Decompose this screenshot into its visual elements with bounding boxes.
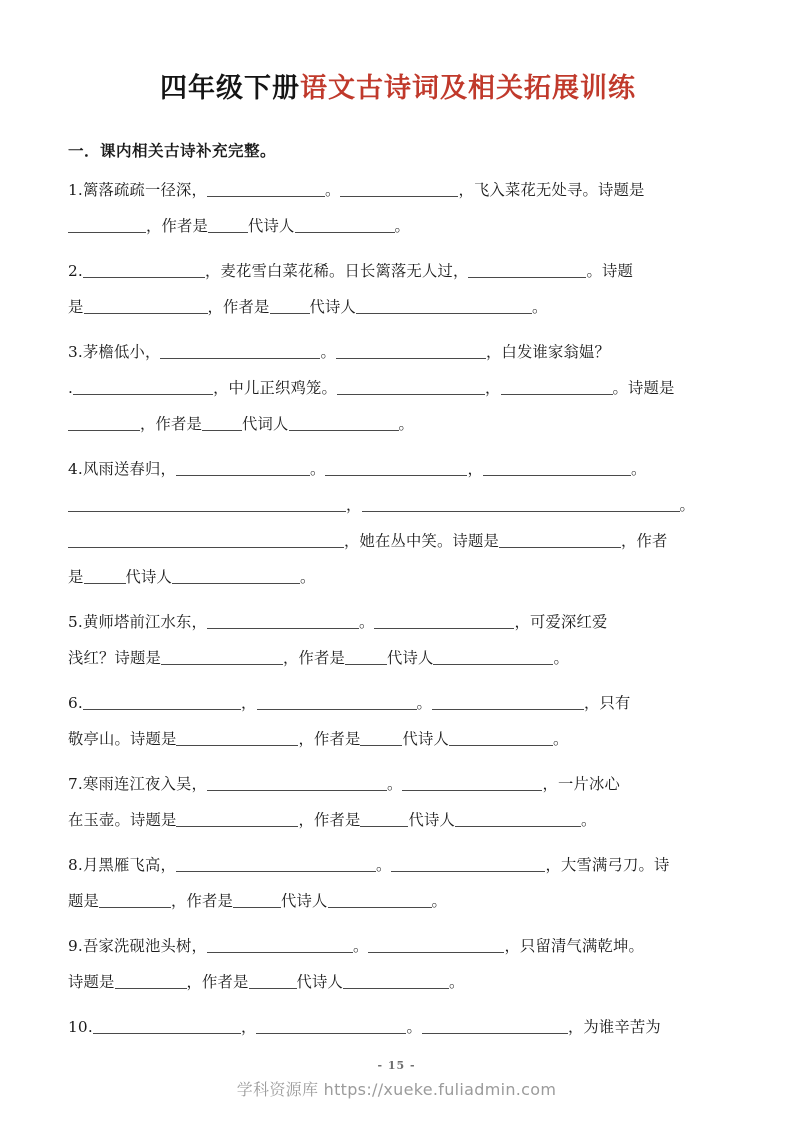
answer-blank[interactable]: [499, 533, 621, 548]
answer-blank[interactable]: [340, 182, 458, 197]
answer-blank[interactable]: [328, 893, 432, 908]
question-line: [68, 334, 728, 370]
question-text: .: [68, 378, 74, 397]
question-text: ，: [467, 459, 483, 478]
question-line: [68, 640, 728, 676]
answer-blank[interactable]: [73, 380, 213, 395]
answer-blank[interactable]: [449, 731, 553, 746]
answer-blank[interactable]: [270, 299, 310, 314]
question-text: 代诗人: [309, 297, 356, 316]
question-text: ，: [140, 414, 156, 433]
question-line: [68, 721, 728, 757]
answer-blank[interactable]: [362, 497, 680, 512]
question-text: 在玉壶。诗题是: [68, 810, 177, 829]
answer-blank[interactable]: [68, 533, 344, 548]
question-text: 。: [386, 774, 403, 793]
answer-blank[interactable]: [336, 344, 486, 359]
question-text: 9.吾家洗砚池头树，: [68, 936, 207, 955]
answer-blank[interactable]: [176, 731, 298, 746]
question-text: 代诗人: [386, 648, 434, 667]
answer-blank[interactable]: [256, 1019, 406, 1034]
page-number: - 15 -: [377, 1059, 416, 1072]
question-line: [68, 685, 728, 721]
question-text: 作者是: [223, 297, 270, 316]
answer-blank[interactable]: [93, 1019, 241, 1034]
question-line: [68, 523, 728, 559]
page-title-black-part: 四年级下册: [160, 73, 300, 104]
answer-blank[interactable]: [161, 650, 283, 665]
question-text: ，作者是: [282, 648, 345, 667]
question-text: 代诗人: [408, 810, 455, 829]
question-text: 代词人: [242, 414, 289, 433]
page-content: [68, 0, 728, 1045]
answer-blank[interactable]: [360, 731, 402, 746]
question-text: ，她在丛中笑。诗题是: [344, 531, 499, 550]
question-text: 。: [300, 567, 316, 586]
answer-blank[interactable]: [83, 695, 241, 710]
question-line: [68, 253, 728, 289]
question-text: 。: [406, 1017, 422, 1036]
answer-blank[interactable]: [115, 974, 187, 989]
question-text: 2.: [68, 261, 83, 280]
question-line: [68, 559, 728, 595]
answer-blank[interactable]: [468, 263, 586, 278]
question-text: 作者是: [155, 414, 202, 433]
answer-blank[interactable]: [207, 938, 353, 953]
answer-blank[interactable]: [172, 569, 300, 584]
question-line: [68, 604, 728, 640]
answer-blank[interactable]: [455, 812, 581, 827]
answer-blank[interactable]: [433, 650, 553, 665]
question-text: ，: [241, 693, 257, 712]
question-text: 。: [449, 972, 465, 991]
answer-blank[interactable]: [68, 497, 346, 512]
question-line: [68, 802, 728, 838]
answer-blank[interactable]: [207, 776, 387, 791]
answer-blank[interactable]: [483, 461, 631, 476]
answer-blank[interactable]: [289, 416, 399, 431]
question-text: 7.寒雨连江夜入吴，: [68, 774, 207, 793]
answer-blank[interactable]: [343, 974, 449, 989]
question-text: 。: [553, 648, 569, 667]
answer-blank[interactable]: [422, 1019, 568, 1034]
page-title: [68, 0, 728, 106]
page-title-red-part: 语文古诗词及相关拓展训练: [300, 73, 636, 104]
answer-blank[interactable]: [360, 812, 408, 827]
question-text: ，: [346, 495, 362, 514]
answer-blank[interactable]: [374, 614, 514, 629]
question-list: [68, 172, 728, 1045]
question-line: [68, 964, 728, 1000]
question-text: ，中儿正织鸡笼。: [213, 378, 338, 397]
question-text: 。: [431, 891, 447, 910]
question-text: 8.月黑雁飞高，: [68, 855, 176, 874]
section-heading: 一．课内相关古诗补充完整。: [68, 140, 277, 160]
question-line: [68, 451, 728, 487]
question-text: 代诗人: [248, 216, 295, 235]
question-text: ，只有: [584, 693, 631, 712]
question-text: 代诗人: [296, 972, 343, 991]
question-line: [68, 208, 728, 244]
question-text: 。: [320, 342, 336, 361]
answer-blank[interactable]: [202, 416, 242, 431]
question-text: 是: [68, 297, 84, 316]
answer-blank[interactable]: [402, 776, 542, 791]
question-text: ，: [240, 1017, 257, 1036]
question-line: [68, 487, 728, 523]
answer-blank[interactable]: [176, 461, 310, 476]
question-text: 。诗题: [586, 261, 633, 280]
question-text: 代诗人: [281, 891, 328, 910]
question-text: 。: [416, 693, 432, 712]
question-text: ，大雪满弓刀。诗: [545, 855, 670, 874]
question-line: [68, 766, 728, 802]
answer-blank[interactable]: [295, 218, 395, 233]
question-text: 。: [358, 612, 375, 631]
answer-blank[interactable]: [356, 299, 532, 314]
question-text: 。: [532, 297, 548, 316]
answer-blank[interactable]: [432, 695, 584, 710]
question-text: 代诗人: [125, 567, 172, 586]
question-text: 5.黄师塔前江水东，: [68, 612, 207, 631]
answer-blank[interactable]: [208, 218, 248, 233]
question-text: 浅红？诗题是: [68, 648, 161, 667]
question-line: [68, 847, 728, 883]
question-line: [68, 406, 728, 442]
question-text: 。: [309, 459, 326, 478]
question-text: ，: [207, 297, 223, 316]
question-text: 题是: [68, 891, 99, 910]
answer-blank[interactable]: [368, 938, 504, 953]
answer-blank[interactable]: [391, 857, 545, 872]
question-text: 1.篱落疏疏一径深，: [68, 180, 207, 199]
question-text: 作者是: [161, 216, 208, 235]
question-text: 。: [630, 459, 647, 478]
answer-blank[interactable]: [207, 614, 359, 629]
question-text: 。: [679, 495, 695, 514]
question-text: 。诗题是: [612, 378, 675, 397]
answer-blank[interactable]: [84, 299, 208, 314]
answer-blank[interactable]: [257, 695, 417, 710]
question-line: [68, 883, 728, 919]
answer-blank[interactable]: [176, 857, 376, 872]
answer-blank[interactable]: [207, 182, 325, 197]
question-text: ，作者是: [298, 729, 361, 748]
question-text: ，白发谁家翁媪？: [485, 342, 610, 361]
question-text: ，一片冰心: [542, 774, 620, 793]
question-text: 6.: [68, 693, 83, 712]
question-text: 。: [580, 810, 597, 829]
question-text: 4.风雨送春归，: [68, 459, 176, 478]
question-text: ，: [146, 216, 162, 235]
question-text: 。: [324, 180, 341, 199]
answer-blank[interactable]: [83, 263, 205, 278]
answer-blank[interactable]: [99, 893, 171, 908]
page-footer: [0, 1059, 793, 1100]
question-text: 。: [552, 729, 569, 748]
question-text: ，只留清气满乾坤。: [504, 936, 644, 955]
answer-blank[interactable]: [68, 218, 146, 233]
question-text: ，作者是: [186, 972, 249, 991]
question-text: 。: [352, 936, 369, 955]
question-text: ，作者: [620, 531, 668, 550]
question-text: ，可爱深红爱: [514, 612, 608, 631]
question-text: 。: [394, 216, 410, 235]
question-line: [68, 1009, 728, 1045]
question-text: 是: [68, 567, 84, 586]
answer-blank[interactable]: [160, 344, 320, 359]
question-text: ，作者是: [298, 810, 361, 829]
question-text: ，作者是: [171, 891, 233, 910]
question-text: 10.: [68, 1017, 93, 1036]
question-text: 3.茅檐低小，: [68, 342, 161, 361]
question-text: ，为谁辛苦为: [567, 1017, 661, 1036]
question-line: [68, 370, 728, 406]
answer-blank[interactable]: [249, 974, 297, 989]
answer-blank[interactable]: [501, 380, 613, 395]
answer-blank[interactable]: [325, 461, 467, 476]
watermark-text: 学科资源库 https://xueke.fuliadmin.com: [236, 1080, 557, 1099]
answer-blank[interactable]: [233, 893, 281, 908]
question-text: 代诗人: [402, 729, 449, 748]
question-line: [68, 928, 728, 964]
question-text: 敬亭山。诗题是: [68, 729, 177, 748]
question-text: ，飞入菜花无处寻。诗题是: [458, 180, 645, 199]
question-text: 。: [375, 855, 392, 874]
answer-blank[interactable]: [68, 416, 140, 431]
question-text: ，: [485, 378, 501, 397]
question-line: [68, 172, 728, 208]
question-line: [68, 289, 728, 325]
answer-blank[interactable]: [84, 569, 126, 584]
question-text: 诗题是: [68, 972, 115, 991]
answer-blank[interactable]: [337, 380, 485, 395]
question-text: 。: [398, 414, 414, 433]
answer-blank[interactable]: [176, 812, 298, 827]
answer-blank[interactable]: [345, 650, 387, 665]
question-text: ，麦花雪白菜花稀。日长篱落无人过，: [205, 261, 469, 280]
